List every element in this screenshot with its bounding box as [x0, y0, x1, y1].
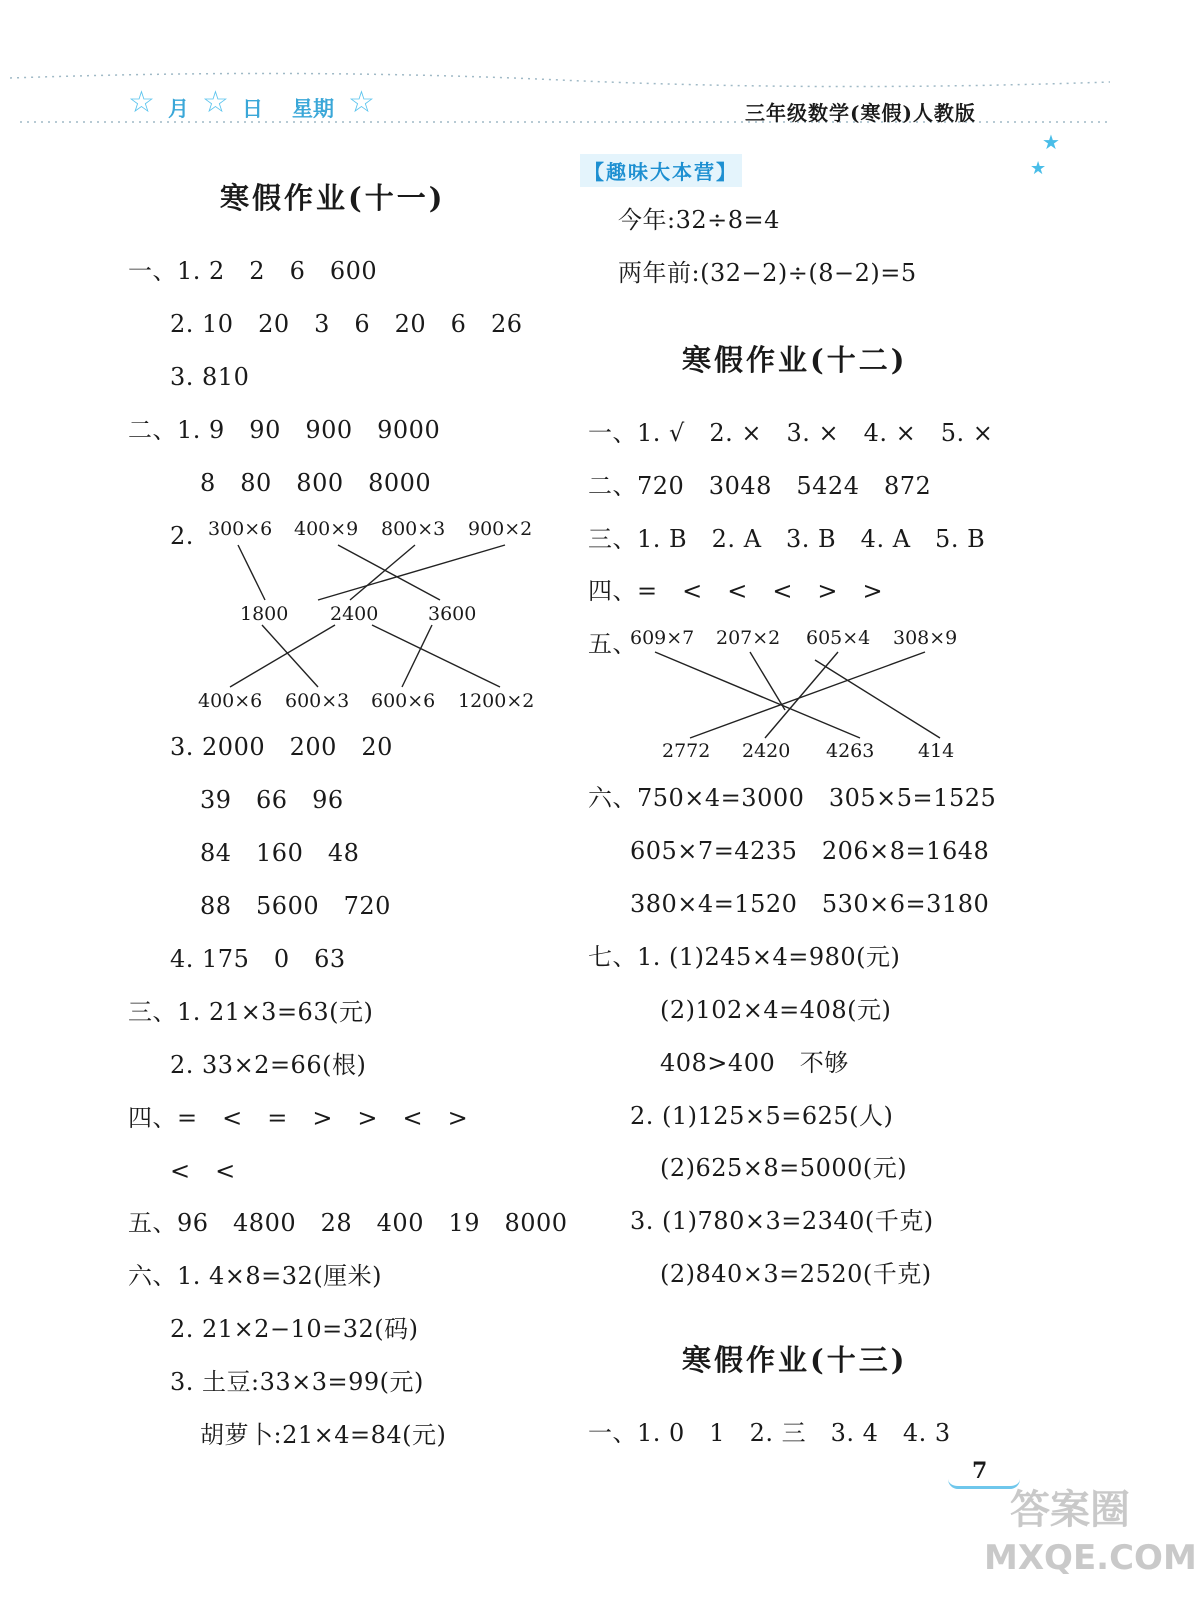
match-value: 414	[918, 740, 955, 762]
answer-line: 2. 10 20 3 6 20 6 26	[170, 310, 523, 338]
answer-line: (2)840×3=2520(千克)	[660, 1260, 932, 1288]
answer-line: 8 80 800 8000	[200, 469, 432, 497]
answer-line: 408>400 不够	[660, 1049, 849, 1077]
answer-line: 胡萝卜:21×4=84(元)	[200, 1421, 447, 1449]
answer-line: 六、1. 4×8=32(厘米)	[128, 1262, 383, 1290]
star-decoration-icon: ★	[1030, 158, 1047, 179]
answer-line: 3. (1)780×3=2340(千克)	[630, 1207, 934, 1235]
match-value: 3600	[428, 603, 477, 625]
fun-line: 两年前:(32−2)÷(8−2)=5	[618, 259, 917, 287]
watermark-url: MXQE.COM	[984, 1538, 1197, 1578]
answer-line: 39 66 96	[200, 786, 344, 814]
answer-line: (2)625×8=5000(元)	[660, 1154, 908, 1182]
answer-line: 2. 33×2=66(根)	[170, 1051, 367, 1079]
fun-line: 今年:32÷8=4	[618, 206, 780, 234]
star-icon: ☆	[128, 85, 155, 120]
answer-line: 一、1. 0 1 2. 三 3. 4 4. 3	[588, 1419, 951, 1447]
watermark-text: 答案圈	[1010, 1487, 1130, 1533]
header-month: 月	[168, 97, 189, 121]
star-decoration-icon: ★	[1042, 130, 1060, 154]
answer-line: 88 5600 720	[200, 892, 391, 920]
answer-line: 2. 21×2−10=32(码)	[170, 1315, 419, 1343]
match-expression: 609×7	[630, 627, 695, 649]
answer-line: 4. 175 0 63	[170, 945, 346, 973]
answer-line: 3. 2000 200 20	[170, 733, 393, 761]
answer-line: 二、1. 9 90 900 9000	[128, 416, 441, 444]
answer-line: 三、1. 21×3=63(元)	[128, 998, 374, 1026]
match-expression: 600×3	[285, 690, 350, 712]
answer-line: 六、750×4=3000 305×5=1525	[588, 784, 997, 812]
section-title-13: 寒假作业(十三)	[682, 1343, 908, 1377]
match-expression: 1200×2	[458, 690, 535, 712]
answer-line: 2. (1)125×5=625(人)	[630, 1102, 894, 1130]
answer-line: 四、= < < < > >	[588, 577, 884, 605]
answer-line: 3. 土豆:33×3=99(元)	[170, 1368, 424, 1396]
answer-line: 380×4=1520 530×6=3180	[630, 890, 990, 918]
answer-line: < <	[170, 1157, 236, 1185]
answer-line: (2)102×4=408(元)	[660, 996, 892, 1024]
answer-line: 一、1. 2 2 6 600	[128, 257, 378, 285]
match-value: 2772	[662, 740, 711, 762]
match-value: 2420	[742, 740, 791, 762]
match-value: 1800	[240, 603, 289, 625]
match-expression: 605×4	[806, 627, 871, 649]
match-expression: 300×6	[208, 518, 273, 540]
match-expression: 400×6	[198, 690, 263, 712]
answer-line: 三、1. B 2. A 3. B 4. A 5. B	[588, 525, 986, 553]
answer-line: 605×7=4235 206×8=1648	[630, 837, 990, 865]
answer-line: 四、= < = > > < >	[128, 1104, 469, 1132]
header-weekday: 星期	[292, 97, 334, 121]
star-icon: ☆	[348, 85, 375, 120]
star-icon: ☆	[202, 85, 229, 120]
match-value: 2400	[330, 603, 379, 625]
match-expression: 400×9	[294, 518, 359, 540]
match-expression: 207×2	[716, 627, 781, 649]
answer-line: 五、	[588, 630, 637, 658]
answer-line: 七、1. (1)245×4=980(元)	[588, 943, 901, 971]
match-expression: 800×3	[381, 518, 446, 540]
section-title-12: 寒假作业(十二)	[682, 343, 908, 377]
match-value: 4263	[826, 740, 875, 762]
answer-line: 一、1. √ 2. × 3. × 4. × 5. ×	[588, 419, 994, 447]
answer-line: 2.	[170, 522, 194, 550]
match-expression: 308×9	[893, 627, 958, 649]
header-day: 日	[242, 97, 263, 121]
book-title: 三年级数学(寒假)人教版	[745, 101, 976, 125]
answer-line: 五、96 4800 28 400 19 8000	[128, 1209, 568, 1237]
match-expression: 900×2	[468, 518, 533, 540]
answer-line: 3. 810	[170, 363, 250, 391]
answer-line: 84 160 48	[200, 839, 360, 867]
fun-camp-tag: 【趣味大本营】	[580, 154, 742, 187]
section-title-11: 寒假作业(十一)	[220, 181, 446, 215]
page-number: 7	[972, 1458, 988, 1484]
match-expression: 600×6	[371, 690, 436, 712]
answer-line: 二、720 3048 5424 872	[588, 472, 932, 500]
